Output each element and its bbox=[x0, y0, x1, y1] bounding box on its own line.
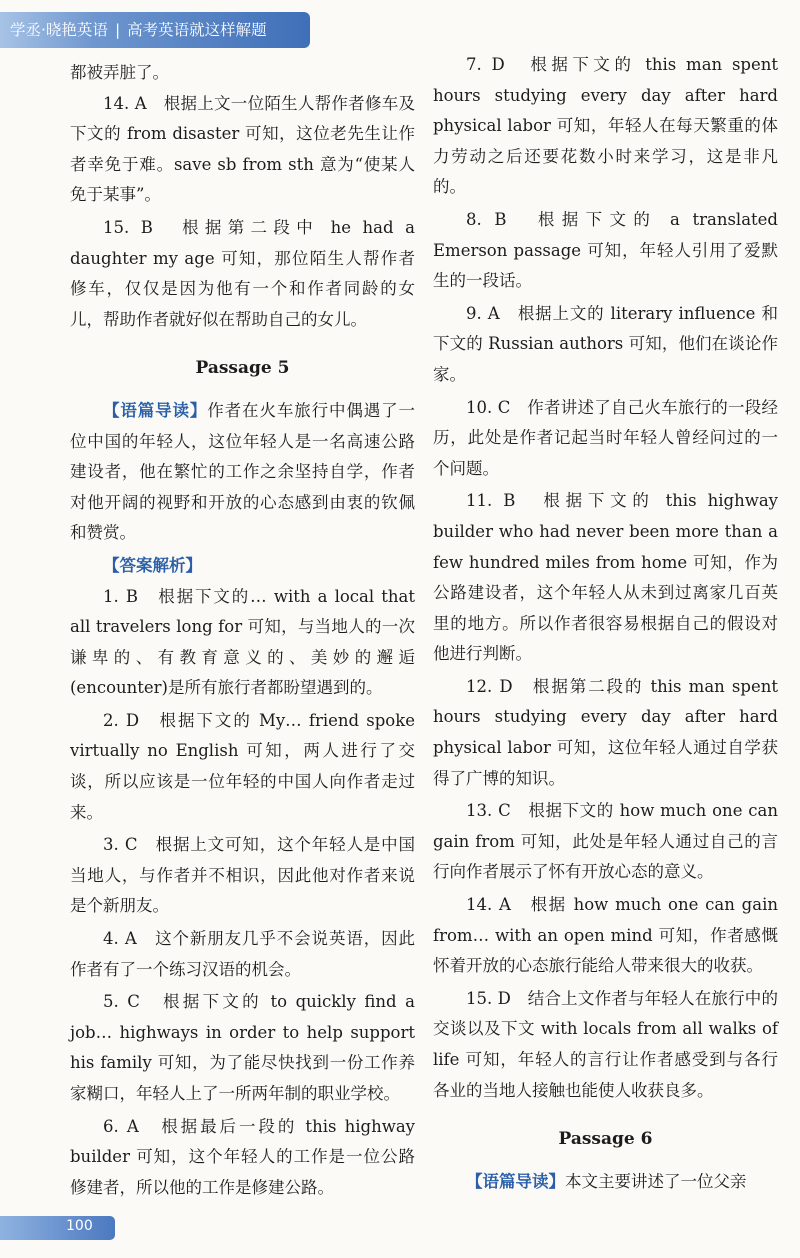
guide-text: 本文主要讲述了一位父亲 bbox=[565, 1171, 747, 1191]
answer-item: 1. B 根据下文的… with a local that all travelers long for 可知，与当地人的一次谦卑的、有教育意义的、美妙的邂逅(encounter)是所有旅行者都盼望遇到的。 bbox=[70, 586, 415, 698]
answer-item: 14. A 根据 how much one can gain from… with an open mind 可知，作者感慨怀着开放的心态旅行能给人带来很大的收获。 bbox=[433, 895, 778, 976]
right-column bbox=[433, 50, 778, 1199]
answer-item: 12. D 根据第二段的 this man spent hours studying every day after hard physical labor 可知，这位年轻人通过自学获得了广博的知识。 bbox=[433, 676, 778, 788]
answer-item: 11. B 根据下文的 this highway builder who had never been more than a few hundred miles from home 可知，作为公路建设者，这个年轻人从未到过离家几百英里的地方。所以作者很容易根据自己的假设对他进行判断。 bbox=[433, 491, 778, 664]
header-separator: | bbox=[114, 21, 121, 39]
answer-item: 6. A 根据最后一段的 this highway builder 可知，这个年轻人的工作是一位公路修建者，所以他的工作是修建公路。 bbox=[70, 1116, 415, 1197]
answer-item: 14. A 根据上文一位陌生人帮作者修车及下文的 from disaster 可知，这位老先生让作者幸免于难。save sb from sth 意为“使某人免于某事”。 bbox=[70, 93, 415, 205]
continuation-text: 都被弄脏了。 bbox=[70, 63, 169, 82]
answer-item: 5. C 根据下文的 to quickly find a job… highways in order to help support his family 可知，为了能尽快找到一份工作养家糊口，年轻人上了一所两年制的职业学校。 bbox=[70, 992, 415, 1103]
answer-item: 15. B 根据第二段中 he had a daughter my age 可知，那位陌生人帮作者修车，仅仅是因为他有一个和作者同龄的女儿，帮助作者就好似在帮助自己的女儿。 bbox=[70, 217, 415, 329]
page-number: 100 bbox=[66, 1218, 93, 1234]
guide-tag: 【语篇导读】 bbox=[103, 400, 208, 420]
answer-item: 7. D 根据下文的 this man spent hours studying every day after hard physical labor 可知，年轻人在每天繁重的体力劳动之后还要花数小时来学习，这是非凡的。 bbox=[433, 55, 778, 197]
answer-item: 15. D 结合上文作者与年轻人在旅行中的交谈以及下文 with locals from all walks of life 可知，年轻人的言行让作者感受到与各行各业的当地人接触也能使人收获良多。 bbox=[433, 988, 778, 1100]
reading-guide bbox=[70, 396, 415, 549]
header-subtitle: 高考英语就这样解题 bbox=[127, 21, 267, 39]
passage-title: Passage 6 bbox=[558, 1129, 653, 1150]
answer-item: 13. C 根据下文的 how much one can gain from 可知，此处是年轻人通过自己的言行向作者展示了怀有开放心态的意义。 bbox=[433, 801, 778, 882]
passage-title: Passage 5 bbox=[195, 358, 290, 379]
answer-heading bbox=[70, 551, 415, 582]
answer-item: 3. C 根据上文可知，这个年轻人是中国当地人，与作者并不相识，因此他对作者来说是个新朋友。 bbox=[70, 835, 415, 916]
left-column bbox=[70, 58, 415, 1205]
guide-text: 作者在火车旅行中偶遇了一位中国的年轻人，这位年轻人是一名高速公路建设者，他在繁忙的工作之余坚持自学，作者对他开阔的视野和开放的心态感到由衷的钦佩和赞赏。 bbox=[70, 400, 416, 543]
answer-item: 9. A 根据上文的 literary influence 和下文的 Russian authors 可知，他们在谈论作家。 bbox=[433, 303, 778, 384]
guide-tag: 【语篇导读】 bbox=[466, 1171, 565, 1191]
footer-band bbox=[0, 1216, 115, 1240]
reading-guide bbox=[433, 1167, 778, 1198]
answer-item: 10. C 作者讲述了自己火车旅行的一段经历，此处是作者记起当时年轻人曾经问过的一个问题。 bbox=[433, 397, 778, 478]
answer-item: 8. B 根据下文的 a translated Emerson passage 可知，年轻人引用了爱默生的一段话。 bbox=[433, 209, 778, 291]
header-series: 学丞·晓艳英语 bbox=[10, 21, 108, 39]
header-band bbox=[0, 12, 310, 48]
answer-item: 2. D 根据下文的 My… friend spoke virtually no English 可知，两人进行了交谈，所以应该是一位年轻的中国人向作者走过来。 bbox=[70, 710, 415, 822]
answer-item: 4. A 这个新朋友几乎不会说英语，因此作者有了一个练习汉语的机会。 bbox=[70, 929, 415, 979]
answer-tag: 【答案解析】 bbox=[103, 555, 202, 575]
